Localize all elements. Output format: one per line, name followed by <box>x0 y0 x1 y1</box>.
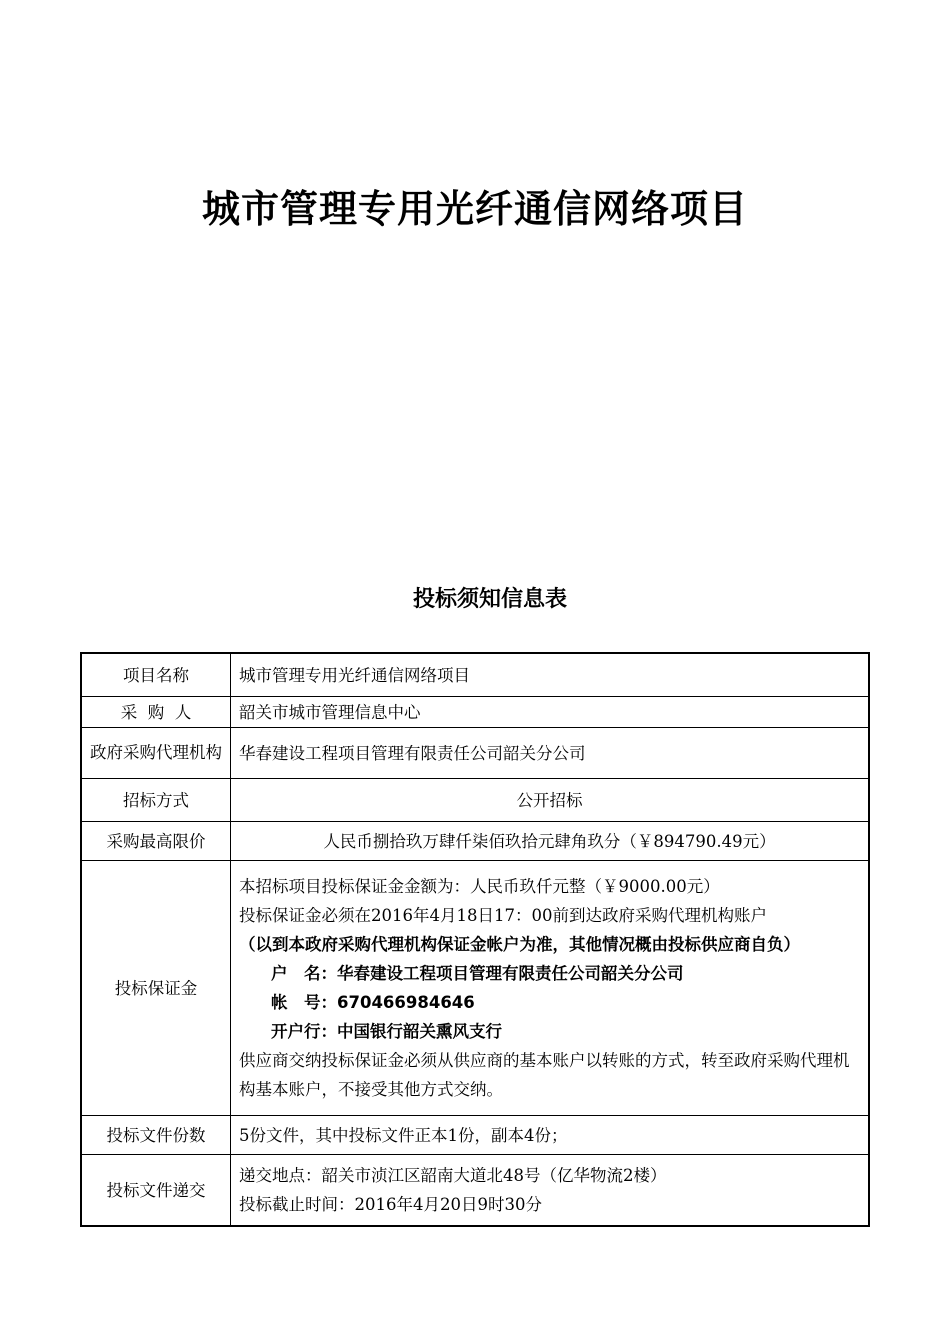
deposit-deadline: 投标保证金必须在2016年4月18日17：00前到达政府采购代理机构账户 <box>239 906 767 925</box>
deposit-note: 供应商交纳投标保证金必须从供应商的基本账户以转账的方式，转至政府采购代理机构基本账户，不接受其他方式交纳。 <box>239 1051 850 1099</box>
agency-value: 华春建设工程项目管理有限责任公司韶关分公司 <box>231 728 870 779</box>
table-row <box>81 728 869 779</box>
deposit-label: 投标保证金 <box>81 861 231 1116</box>
submission-location: 递交地点：韶关市浈江区韶南大道北48号（亿华物流2楼） <box>239 1166 667 1185</box>
submission-details <box>231 1155 870 1227</box>
table-row <box>81 1116 869 1155</box>
deposit-condition: （以到本政府采购代理机构保证金帐户为准，其他情况概由投标供应商自负） <box>239 935 800 954</box>
submission-deadline: 投标截止时间：2016年4月20日9时30分 <box>239 1195 542 1214</box>
document-title: 城市管理专用光纤通信网络项目 <box>201 187 748 231</box>
deposit-account-number: 帐 号：670466984646 <box>271 993 475 1012</box>
max-price-value: 人民币捌拾玖万肆仟柒佰玖拾元肆角玖分（￥894790.49元） <box>231 822 870 861</box>
copies-label: 投标文件份数 <box>81 1116 231 1155</box>
method-label: 招标方式 <box>81 779 231 822</box>
table-row <box>81 1155 869 1227</box>
max-price-label: 采购最高限价 <box>81 822 231 861</box>
deposit-account-name: 户 名：华春建设工程项目管理有限责任公司韶关分公司 <box>271 964 684 983</box>
project-name-label: 项目名称 <box>81 653 231 697</box>
deposit-amount: 本招标项目投标保证金金额为：人民币玖仟元整（￥9000.00元） <box>239 877 720 896</box>
table-row <box>81 653 869 697</box>
table-row <box>81 822 869 861</box>
table-title: 投标须知信息表 <box>412 587 567 612</box>
agency-label: 政府采购代理机构 <box>81 728 231 779</box>
table-row <box>81 861 869 1116</box>
table-row <box>81 697 869 728</box>
table-row <box>81 779 869 822</box>
copies-value: 5份文件，其中投标文件正本1份，副本4份； <box>231 1116 870 1155</box>
purchaser-label: 采 购 人 <box>81 697 231 728</box>
purchaser-value: 韶关市城市管理信息中心 <box>231 697 870 728</box>
submission-label: 投标文件递交 <box>81 1155 231 1227</box>
deposit-details <box>231 861 870 1116</box>
bid-info-table <box>80 652 870 1227</box>
project-name-value: 城市管理专用光纤通信网络项目 <box>231 653 870 697</box>
method-value: 公开招标 <box>231 779 870 822</box>
deposit-bank: 开户行：中国银行韶关熏风支行 <box>271 1022 502 1041</box>
